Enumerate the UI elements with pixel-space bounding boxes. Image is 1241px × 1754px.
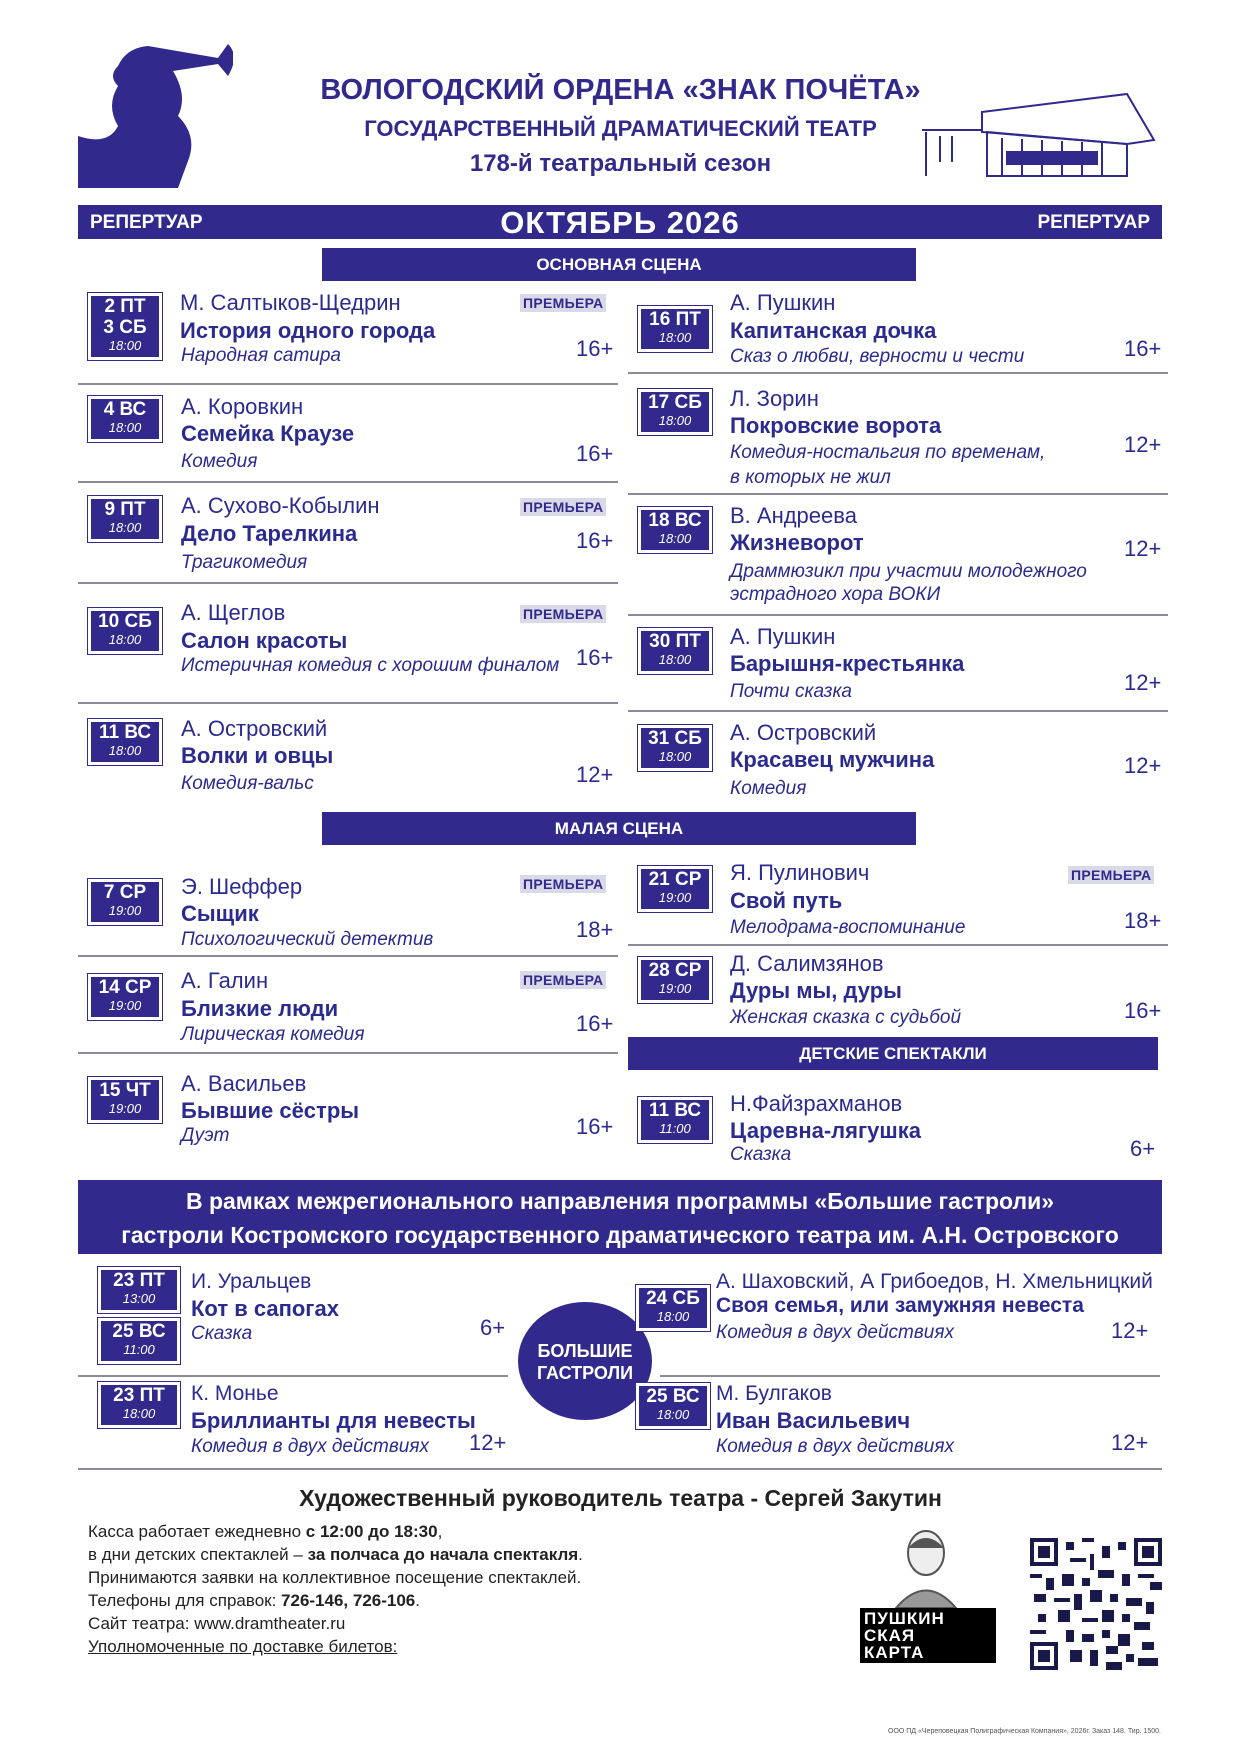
header-line-2: ГОСУДАРСТВЕННЫЙ ДРАМАТИЧЕСКИЙ ТЕАТР (364, 116, 877, 141)
show-title: Дело Тарелкина (181, 521, 358, 546)
qr-code-icon[interactable] (1030, 1538, 1162, 1670)
age-rating: 12+ (1124, 432, 1162, 457)
date-box: 4 ВС 18:00 (88, 396, 162, 442)
date-box: 17 СБ 18:00 (638, 389, 712, 435)
date-box: 9 ПТ 18:00 (88, 496, 162, 542)
date-box: 25 ВС 18:00 (636, 1383, 710, 1429)
age-rating: 16+ (576, 528, 614, 553)
date-box: 21 СР 19:00 (638, 866, 712, 912)
premiere-badge: ПРЕМЬЕРА (520, 498, 606, 516)
show-title: Сыщик (181, 901, 259, 926)
big-tours-badge: БОЛЬШИЕ ГАСТРОЛИ (518, 1302, 652, 1420)
tour-banner (78, 1180, 1162, 1254)
show-title: Бриллианты для невесты (191, 1408, 476, 1433)
row-divider (78, 1375, 508, 1377)
tour-line-2: гастроли Костромского государственного драматического театра им. А.Н. Островского (121, 1222, 1119, 1248)
date-box: 23 ПТ 13:00 (98, 1267, 180, 1313)
row-divider (660, 1375, 1160, 1377)
header-season: 178-й театральный сезон (469, 150, 772, 177)
show-author: А. Васильев (181, 1071, 307, 1096)
premiere-badge: ПРЕМЬЕРА (520, 971, 606, 989)
age-rating: 12+ (1111, 1430, 1149, 1455)
show-genre-line-2: эстрадного хора ВОКИ (730, 584, 941, 605)
show-genre: Почти сказка (730, 681, 852, 702)
age-rating: 12+ (469, 1430, 507, 1455)
age-rating: 18+ (576, 917, 614, 942)
show-author: Э. Шеффер (181, 874, 303, 899)
row-divider (628, 493, 1168, 495)
date-box: 2 ПТ 3 СБ 18:00 (88, 293, 162, 360)
show-genre: Психологический детектив (181, 929, 434, 950)
age-rating: 16+ (1124, 998, 1162, 1023)
show-title: История одного города (180, 318, 436, 343)
show-genre: Мелодрама-воспоминание (730, 917, 966, 938)
show-author: А. Шаховский, А Грибоедов, Н. Хмельницкий (716, 1270, 1153, 1293)
show-genre: Комедия в двух действиях (191, 1436, 430, 1457)
show-author: Я. Пулинович (730, 860, 870, 885)
show-author: В. Андреева (730, 503, 857, 528)
header-line-1: ВОЛОГОДСКИЙ ОРДЕНА «ЗНАК ПОЧЁТА» (320, 74, 921, 106)
show-genre: Комедия-вальс (181, 773, 314, 794)
show-author: А. Щеглов (181, 600, 286, 625)
show-genre: Женская сказка с судьбой (730, 1007, 962, 1028)
show-author: И. Уральцев (191, 1270, 312, 1293)
row-divider (78, 702, 618, 704)
row-divider (628, 614, 1168, 616)
show-title: Жизневорот (730, 530, 864, 555)
row-divider (78, 582, 618, 584)
show-genre: Народная сатира (181, 345, 341, 366)
show-genre: Комедия (181, 451, 258, 472)
age-rating: 6+ (480, 1315, 506, 1340)
age-rating: 16+ (576, 645, 614, 670)
date-box: 30 ПТ 18:00 (638, 628, 712, 674)
banner-month-title: ОКТЯБРЬ 2026 (500, 205, 740, 240)
tour-bottom-divider (78, 1468, 1162, 1470)
date-box: 16 ПТ 18:00 (638, 306, 712, 352)
age-rating: 12+ (1111, 1318, 1149, 1343)
show-genre: Драммюзикл при участии молодежного (730, 561, 1087, 582)
date-box: 11 ВС 11:00 (638, 1097, 712, 1143)
show-title: Дуры мы, дуры (730, 978, 902, 1003)
show-title: Бывшие сёстры (181, 1098, 360, 1123)
show-genre: Комедия (730, 778, 807, 799)
box-office-info: Касса работает ежедневно с 12:00 до 18:30, в дни детских спектаклей – за полчаса до начала спектакля. Принимаются заявки на коллективное посещение спектаклей. Телефоны для справок: 726-146, 726-106. Сайт театра: www.dramtheater.ru Уполномоченные по доставке билетов: (88, 1522, 583, 1656)
age-rating: 16+ (576, 1011, 614, 1036)
show-author: А. Коровкин (181, 394, 304, 419)
show-author: Н.Файзрахманов (730, 1091, 903, 1116)
show-genre: Сказка (730, 1144, 792, 1165)
show-genre: Комедия-ностальгия по временам, (730, 442, 1046, 463)
section-main-stage: ОСНОВНАЯ СЦЕНА (322, 248, 916, 281)
tour-line-1: В рамках межрегионального направления программы «Большие гастроли» (185, 1188, 1055, 1214)
show-author: К. Монье (191, 1382, 279, 1405)
age-rating: 16+ (576, 441, 614, 466)
show-genre: Трагикомедия (181, 552, 308, 573)
age-rating: 18+ (1124, 908, 1162, 933)
show-author: А. Островский (730, 720, 877, 745)
date-box: 18 ВС 18:00 (638, 507, 712, 553)
show-genre: Комедия в двух действиях (716, 1322, 955, 1343)
show-genre: Дуэт (181, 1125, 230, 1146)
show-title: Иван Васильевич (716, 1408, 911, 1433)
age-rating: 12+ (1124, 670, 1162, 695)
show-author: М. Салтыков-Щедрин (180, 290, 401, 315)
show-title: Волки и овцы (181, 743, 334, 768)
show-author: А. Галин (181, 968, 269, 993)
show-author: Л. Зорин (730, 386, 819, 411)
theater-building-icon (922, 92, 1158, 178)
row-divider (628, 710, 1168, 712)
show-title: Салон красоты (181, 628, 348, 653)
show-author: А. Пушкин (730, 624, 836, 649)
date-box: 23 ПТ 18:00 (98, 1382, 180, 1428)
show-genre: Сказ о любви, верности и чести (730, 346, 1025, 367)
show-genre-line-2: в которых не жил (730, 467, 891, 488)
show-title: Кот в сапогах (191, 1296, 339, 1321)
month-banner (78, 205, 1162, 239)
age-rating: 16+ (1124, 336, 1162, 361)
row-divider (628, 372, 1168, 374)
show-author: Д. Салимзянов (730, 951, 884, 976)
age-rating: 12+ (1124, 753, 1162, 778)
premiere-badge: ПРЕМЬЕРА (520, 294, 606, 312)
age-rating: 6+ (1130, 1136, 1156, 1161)
show-title: Семейка Краузе (181, 421, 355, 446)
date-box: 7 СР 19:00 (88, 879, 162, 925)
show-title: Покровские ворота (730, 413, 942, 438)
pushkin-card-logo: ПУШКИН СКАЯ КАРТА (856, 1528, 996, 1663)
premiere-badge: ПРЕМЬЕРА (520, 605, 606, 623)
section-kids: ДЕТСКИЕ СПЕКТАКЛИ (628, 1037, 1158, 1070)
banner-right-label: РЕПЕРТУАР (1037, 212, 1150, 233)
show-genre: Сказка (191, 1323, 253, 1344)
age-rating: 16+ (576, 336, 614, 361)
show-title: Близкие люди (181, 996, 339, 1021)
print-info: ООО ПД «Череповецкая Полиграфическая Компания», 2026г. Заказ 148. Тир. 1500. (888, 1728, 1161, 1735)
show-title: Свой путь (730, 888, 843, 913)
show-author: А. Пушкин (730, 290, 836, 315)
row-divider (78, 481, 618, 483)
show-title: Капитанская дочка (730, 318, 937, 343)
show-genre: Лирическая комедия (181, 1024, 365, 1045)
show-author: А. Сухово-Кобылин (181, 493, 380, 518)
pushkin-portrait-icon (876, 1528, 976, 1608)
show-title: Царевна-лягушка (730, 1118, 921, 1143)
show-title: Красавец мужчина (730, 747, 935, 772)
row-divider (628, 944, 1168, 946)
show-author: А. Островский (181, 716, 328, 741)
date-box: 15 ЧТ 19:00 (88, 1077, 162, 1123)
date-box: 11 ВС 18:00 (88, 719, 162, 765)
age-rating: 16+ (576, 1114, 614, 1139)
date-box: 10 СБ 18:00 (88, 608, 162, 654)
premiere-badge: ПРЕМЬЕРА (1068, 866, 1154, 884)
date-box: 25 ВС 11:00 (98, 1318, 180, 1364)
row-divider (78, 383, 618, 385)
age-rating: 12+ (576, 762, 614, 787)
premiere-badge: ПРЕМЬЕРА (520, 875, 606, 893)
show-genre: Истеричная комедия с хорошим финалом (181, 655, 560, 676)
date-box: 28 СР 19:00 (638, 957, 712, 1003)
date-box: 24 СБ 18:00 (636, 1285, 710, 1331)
section-small-stage: МАЛАЯ СЦЕНА (322, 812, 916, 845)
show-title: Барышня-крестьянка (730, 651, 965, 676)
show-genre: Комедия в двух действиях (716, 1436, 955, 1457)
date-box: 31 СБ 18:00 (638, 725, 712, 771)
date-box: 14 СР 19:00 (88, 974, 162, 1020)
age-rating: 12+ (1124, 536, 1162, 561)
row-divider (78, 1052, 618, 1054)
artistic-director: Художественный руководитель театра - Сергей Закутин (299, 1485, 942, 1511)
row-divider (78, 955, 618, 957)
show-author: М. Булгаков (716, 1382, 832, 1405)
show-title: Своя семья, или замужняя невеста (716, 1294, 1084, 1317)
banner-left-label: РЕПЕРТУАР (90, 212, 203, 233)
